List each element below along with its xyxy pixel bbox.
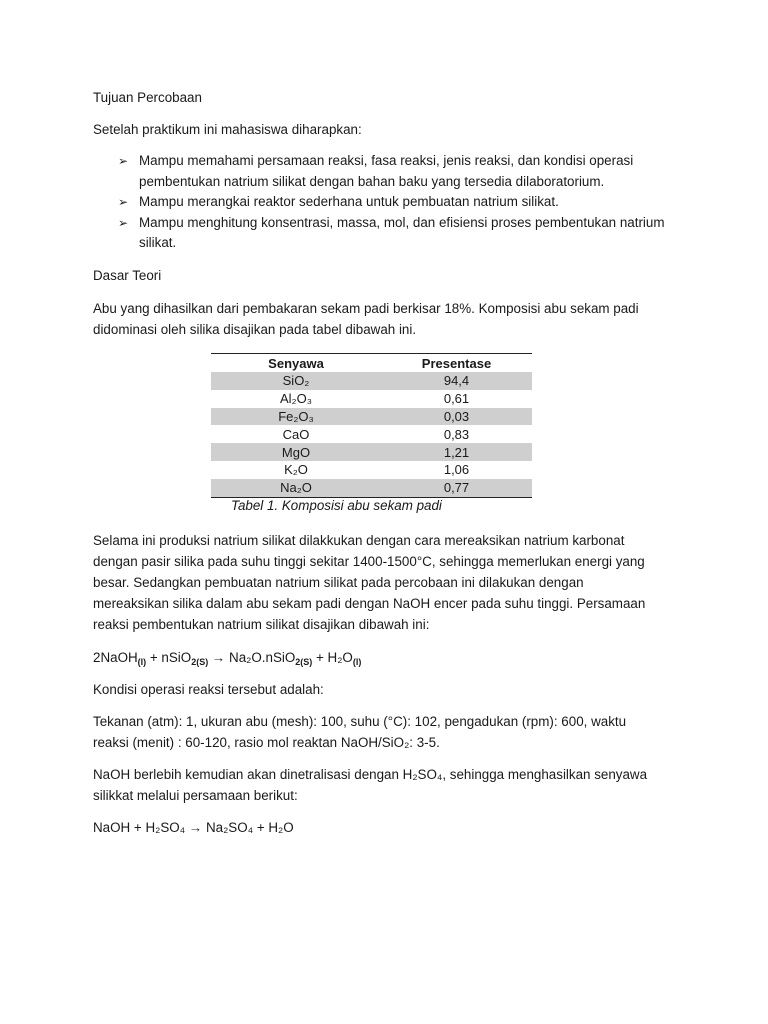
value-cell: 0,83 xyxy=(443,426,470,442)
table-row xyxy=(211,443,532,461)
compound-cell: Na₂O xyxy=(211,479,381,497)
paragraph-line: silikkat melalui persamaan berikut: xyxy=(93,788,298,803)
paragraph-line: NaOH berlebih kemudian akan dinetralisasi dengan H₂SO₄, sehingga menghasilkan senyawa xyxy=(93,767,648,782)
paragraph-line: reaksi (menit) : 60-120, rasio mol reaktan NaOH/SiO₂: 3-5. xyxy=(93,735,440,750)
equation-sodium-silicate: 2NaOH$_{(l)}$ + nSiO$_{2(S)}$ → Na₂O.nSiO$_{2(S)}$ + $H_2O_{(l)}$ xyxy=(93,650,362,667)
arrow-bullet-icon: ➢ xyxy=(118,154,129,168)
intro-text: Setelah praktikum ini mahasiswa diharapkan: xyxy=(93,122,362,137)
paragraph-line: mereaksikan silika dalam abu sekam padi dengan NaOH encer pada suhu tinggi. Persamaan xyxy=(93,596,646,611)
compound-cell: Al₂O₃ xyxy=(279,391,312,407)
table-row xyxy=(211,479,532,497)
paragraph-line: Selama ini produksi natrium silikat dilakkukan dengan cara mereaksikan natrium karbonat xyxy=(93,533,625,548)
value-cell: 94,4 xyxy=(381,372,532,390)
table-row xyxy=(211,372,532,390)
paragraph-line: reaksi pembentukan natrium silikat disajikan dibawah ini: xyxy=(93,617,430,632)
heading-dasar-teori: Dasar Teori xyxy=(93,268,162,283)
table-row xyxy=(211,390,532,408)
table-header-senyawa: Senyawa xyxy=(211,354,381,373)
compound-cell: MgO xyxy=(211,443,381,461)
compound-cell: K₂O xyxy=(284,462,308,478)
value-cell: 1,21 xyxy=(381,443,532,461)
list-item-text: Mampu menghitung konsentrasi, massa, mol, dan efisiensi proses pembentukan natrium silikat. xyxy=(139,214,665,250)
value-cell: 1,06 xyxy=(443,462,470,478)
paragraph-line: Tekanan (atm): 1, ukuran abu (mesh): 100, suhu (°C): 102, pengadukan (rpm): 600, waktu xyxy=(93,714,627,729)
table-row xyxy=(211,461,532,479)
list-item xyxy=(118,213,678,254)
paragraph-line: besar. Sedangkan pembuatan natrium silikat pada percobaan ini dilakukan dengan xyxy=(93,575,584,590)
value-cell: 0,03 xyxy=(381,408,532,426)
list-item-text: Mampu merangkai reaktor sederhana untuk pembuatan natrium silikat. xyxy=(139,194,559,209)
list-item xyxy=(118,151,678,192)
table-row xyxy=(211,425,532,443)
table-header-presentase: Presentase xyxy=(381,354,532,373)
list-item-text: Mampu memahami persamaan reaksi, fasa reaksi, jenis reaksi, dan kondisi operasi pembentukan natrium silikat dengan bahan baku yang tersedia dilaboratorium. xyxy=(139,153,634,189)
reaction-arrow-icon: → xyxy=(208,650,230,665)
paragraph-line: dengan pasir silika pada suhu tinggi sekitar 1400-1500°C, sehingga memerlukan energi yang xyxy=(93,554,645,569)
arrow-bullet-icon: ➢ xyxy=(118,215,129,230)
kondisi-intro: Kondisi operasi reaksi tersebut adalah: xyxy=(93,682,324,697)
list-item xyxy=(118,192,678,213)
value-cell: 0,77 xyxy=(381,479,532,497)
table-caption: Tabel 1. Komposisi abu sekam padi xyxy=(231,498,442,513)
equation-neutralization: NaOH + H₂SO₄ → Na₂SO₄ + H₂O xyxy=(93,820,294,835)
paragraph-line: didominasi oleh silika disajikan pada tabel dibawah ini. xyxy=(93,321,417,337)
objective-list xyxy=(118,151,678,254)
arrow-bullet-icon: ➢ xyxy=(118,195,129,209)
compound-cell: Fe₂O₃ xyxy=(211,408,381,426)
paragraph-line: Abu yang dihasilkan dari pembakaran sekam padi berkisar 18%. Komposisi abu sekam padi xyxy=(93,301,639,316)
compound-cell: SiO₂ xyxy=(211,372,381,390)
composition-table xyxy=(211,353,532,498)
value-cell: 0,61 xyxy=(443,391,470,407)
table-row xyxy=(211,408,532,426)
compound-cell: CaO xyxy=(282,426,310,442)
heading-tujuan: Tujuan Percobaan xyxy=(93,90,202,105)
